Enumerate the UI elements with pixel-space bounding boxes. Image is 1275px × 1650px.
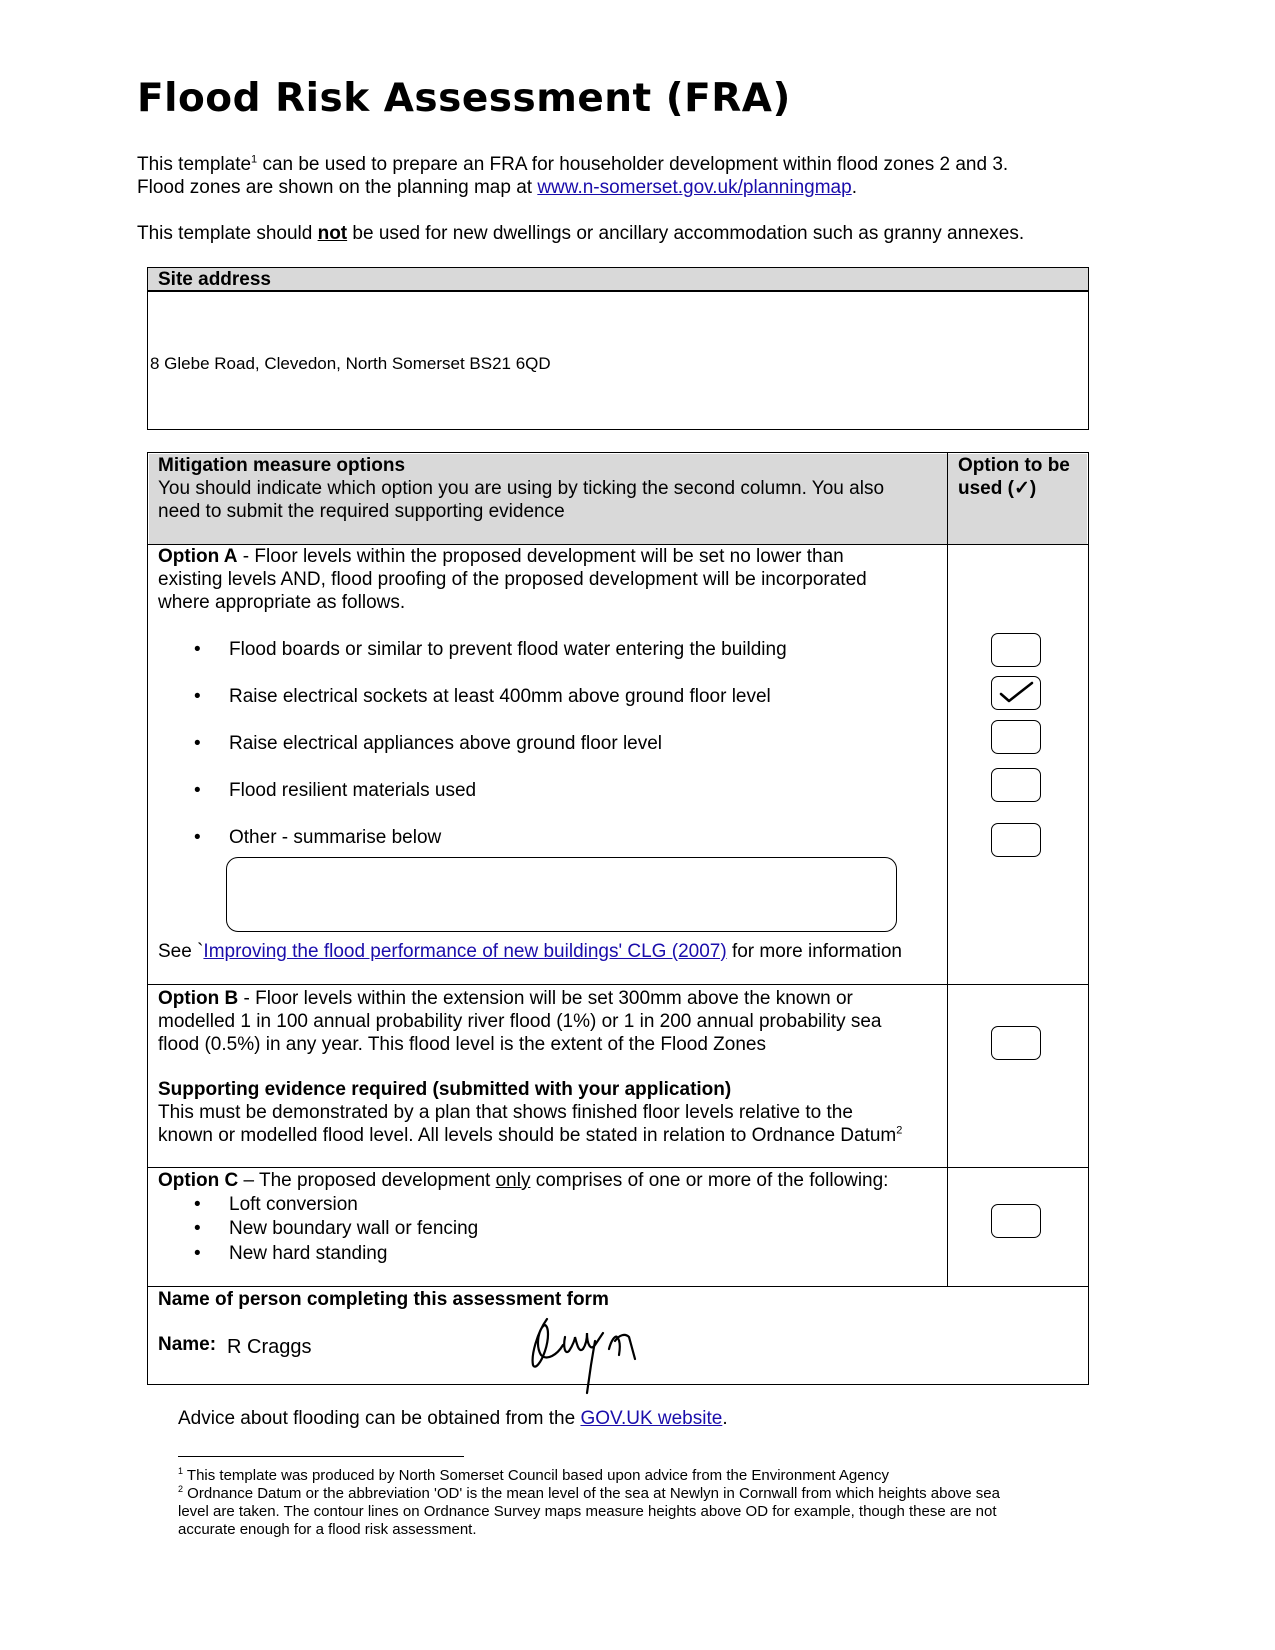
bullet: • <box>194 733 201 754</box>
signature-image <box>525 1315 650 1395</box>
evidence-text <box>158 1124 902 1147</box>
checkbox-raise-appliances[interactable] <box>991 720 1041 754</box>
footnote-separator <box>178 1456 464 1457</box>
option-c-desc: – The proposed development <box>238 1170 496 1191</box>
bullet: • <box>194 639 201 660</box>
intro-text: can be used to prepare an FRA for householder development within flood zones 2 and 3. <box>257 154 1009 175</box>
option-b-desc: modelled 1 in 100 annual probability river flood (1%) or 1 in 200 annual probability sea <box>158 1011 882 1032</box>
row-divider <box>147 1167 1089 1168</box>
evidence-text-line: known or modelled flood level. All levels should be stated in relation to Ordnance Datum <box>158 1125 897 1146</box>
name-value: R Craggs <box>227 1336 312 1358</box>
bullet: • <box>194 780 201 801</box>
option-b-desc: - Floor levels within the extension will be set 300mm above the known or <box>238 988 853 1009</box>
footnote-text: Ordnance Datum or the abbreviation 'OD' is the mean level of the sea at Newlyn in Cornwall from which heights above sea <box>183 1485 1000 1502</box>
evidence-title: Supporting evidence required (submitted with your application) <box>158 1079 732 1100</box>
checkbox-resilient-materials[interactable] <box>991 768 1041 802</box>
option-a-label: Option A <box>158 546 238 567</box>
other-summary-input[interactable] <box>226 857 897 932</box>
footnote-text: level are taken. The contour lines on Ordnance Survey maps measure heights above OD for example, though these are not <box>178 1503 997 1520</box>
option-b-label: Option B <box>158 988 239 1009</box>
footnote-ref: 2 <box>896 1124 903 1137</box>
name-section-title: Name of person completing this assessment form <box>158 1289 609 1310</box>
option-c-item: New boundary wall or fencing <box>229 1218 479 1239</box>
name-label: Name: <box>158 1334 217 1355</box>
intro-text: This template <box>137 154 252 175</box>
advice-text: Advice about flooding can be obtained from the <box>178 1408 581 1429</box>
option-b-text <box>158 987 853 1010</box>
option-a-desc: existing levels AND, flood proofing of the proposed development will be incorporated <box>158 569 867 590</box>
option-column-header: used (✓) <box>958 478 1037 499</box>
checkbox-option-b[interactable] <box>991 1026 1041 1060</box>
see-text: See ` <box>158 941 204 962</box>
footnote-text: accurate enough for a flood risk assessment. <box>178 1521 477 1538</box>
option-a-desc: where appropriate as follows. <box>158 592 406 613</box>
footnote-number: 1 <box>178 1466 184 1476</box>
checkmark-icon <box>992 677 1039 708</box>
footnote-1 <box>178 1467 889 1485</box>
option-column-header: Option to be <box>958 455 1070 476</box>
footnote-2 <box>178 1485 1000 1503</box>
bullet: • <box>194 1194 201 1215</box>
planning-map-link[interactable]: www.n-somerset.gov.uk/planningmap <box>537 177 852 198</box>
option-a-text <box>158 545 844 568</box>
see-text: for more information <box>726 941 902 962</box>
intro-text: be used for new dwellings or ancillary accommodation such as granny annexes. <box>347 223 1025 244</box>
row-divider <box>147 1286 1089 1287</box>
option-a-desc: - Floor levels within the proposed development will be set no lower than <box>237 546 844 567</box>
option-b-desc: flood (0.5%) in any year. This flood level is the extent of the Flood Zones <box>158 1034 766 1055</box>
option-a-item: Raise electrical sockets at least 400mm above ground floor level <box>229 686 771 707</box>
intro-text: This template should <box>137 223 318 244</box>
option-c-label: Option C <box>158 1170 239 1191</box>
option-c-item: New hard standing <box>229 1243 388 1264</box>
site-address-value: 8 Glebe Road, Clevedon, North Somerset BS21 6QD <box>150 354 551 373</box>
column-divider <box>947 452 948 1287</box>
footnote-ref: 1 <box>251 153 258 166</box>
intro-line-2 <box>137 176 857 199</box>
advice-text: . <box>722 1408 728 1429</box>
footnote-text: This template was produced by North Somerset Council based upon advice from the Environment Agency <box>183 1467 889 1484</box>
emphasis-not: not <box>317 223 348 244</box>
mitigation-title: Mitigation measure options <box>158 455 406 476</box>
see-reference <box>158 940 902 963</box>
option-c-item: Loft conversion <box>229 1194 358 1215</box>
page-title: Flood Risk Assessment (FRA) <box>137 76 791 121</box>
site-address-field[interactable] <box>147 290 1089 430</box>
clg-guidance-link[interactable]: Improving the flood performance of new buildings' CLG (2007) <box>203 941 727 962</box>
option-c-only: only <box>495 1170 531 1191</box>
site-address-label: Site address <box>158 269 271 290</box>
intro-text: Flood zones are shown on the planning map at <box>137 177 538 198</box>
bullet: • <box>194 686 201 707</box>
intro-text: . <box>851 177 857 198</box>
mitigation-instructions: You should indicate which option you are using by ticking the second column. You also <box>158 478 885 499</box>
bullet: • <box>194 1218 201 1239</box>
evidence-text: This must be demonstrated by a plan that shows finished floor levels relative to the <box>158 1102 853 1123</box>
row-divider <box>147 984 1089 985</box>
footnote-number: 2 <box>178 1484 184 1494</box>
bullet: • <box>194 1243 201 1264</box>
checkbox-flood-boards[interactable] <box>991 633 1041 667</box>
advice-line <box>178 1407 728 1430</box>
intro-line-1 <box>137 153 1008 176</box>
option-a-item: Flood boards or similar to prevent flood water entering the building <box>229 639 787 660</box>
option-c-desc: comprises of one or more of the following: <box>530 1170 889 1191</box>
bullet: • <box>194 827 201 848</box>
mitigation-instructions: need to submit the required supporting evidence <box>158 501 565 522</box>
govuk-website-link[interactable]: GOV.UK website <box>580 1408 723 1429</box>
site-address-header <box>147 267 1089 292</box>
intro-line-3 <box>137 222 1024 245</box>
checkbox-other[interactable] <box>991 823 1041 857</box>
option-a-item: Raise electrical appliances above ground floor level <box>229 733 663 754</box>
checkbox-raise-sockets[interactable] <box>991 676 1041 710</box>
option-a-item: Other - summarise below <box>229 827 442 848</box>
option-a-item: Flood resilient materials used <box>229 780 477 801</box>
option-c-text <box>158 1169 888 1192</box>
checkbox-option-c[interactable] <box>991 1204 1041 1238</box>
